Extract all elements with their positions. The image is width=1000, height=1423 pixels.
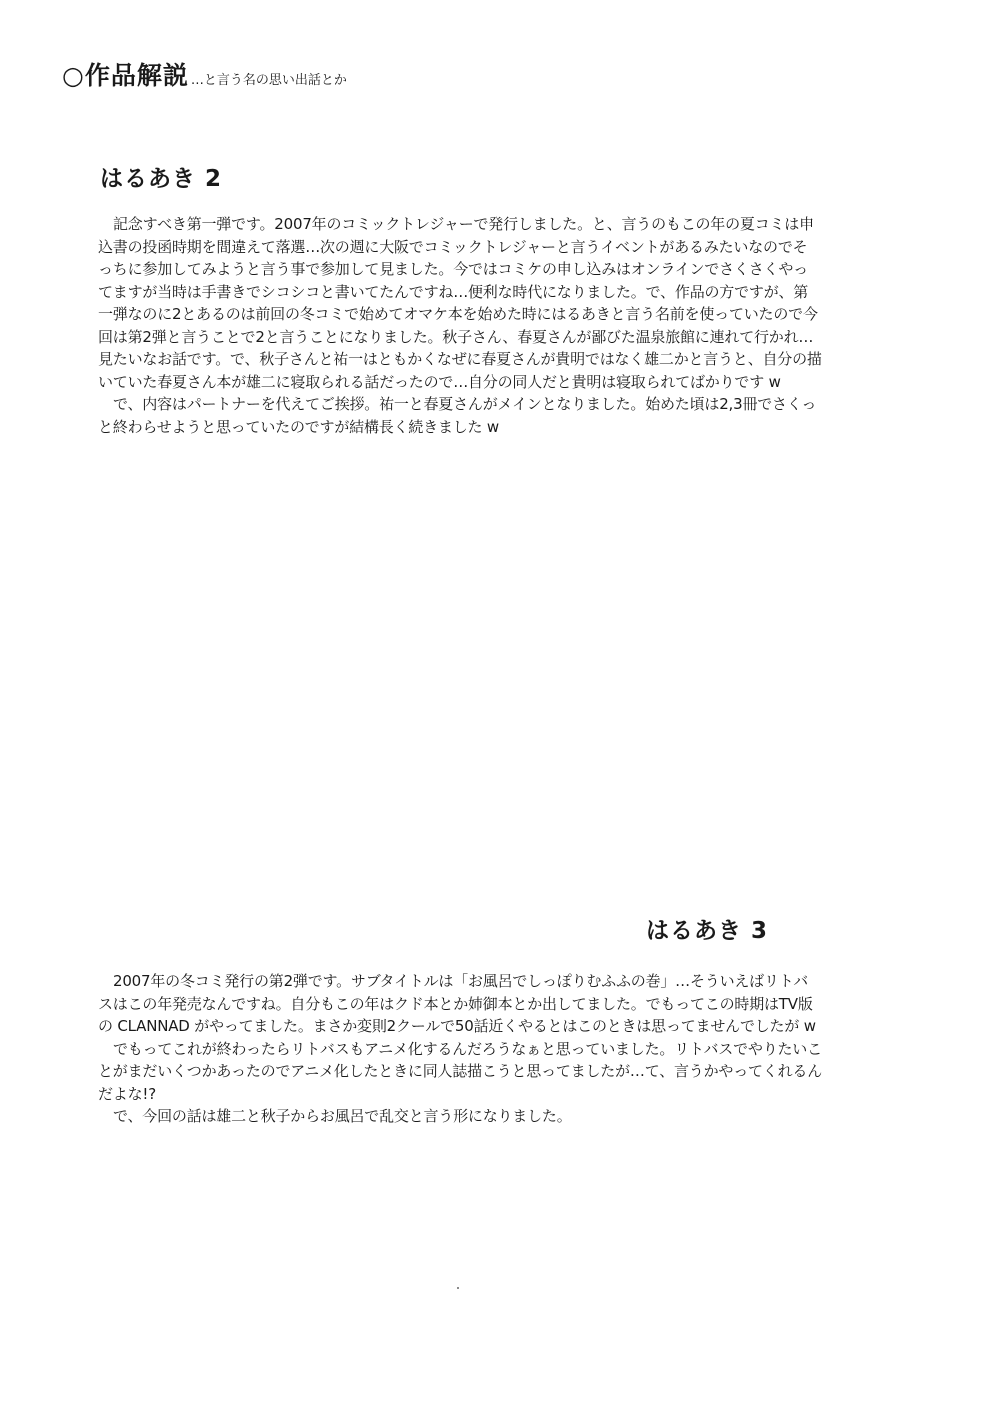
heading-subtitle: …と言う名の思い出話とか <box>190 73 347 88</box>
paragraph: 2007年の冬コミ発行の第2弾です。サブタイトルは「お風呂でしっぽりむふふの巻」…そういえばリトバスはこの年発売なんですね。自分もこの年はクド本とか姉御本とか出してました。でもってこの時期はTV版の CLANNAD がやってました。まさか変則2クールで50話近くやるとはこのときは思ってませんでしたが w <box>98 972 816 1035</box>
page-heading <box>62 56 347 92</box>
section-title-haruaki-3: はるあき 3 <box>646 918 769 944</box>
section-title-haruaki-2: はるあき 2 <box>100 166 223 192</box>
paragraph: 記念すべき第一弾です。2007年のコミックトレジャーで発行しました。と、言うのもこの年の夏コミは申込書の投函時期を間違えて落選…次の週に大阪でコミックトレジャーと言うイベントがあるみたいなのでそっちに参加してみようと言う事で参加して見ました。今ではコミケの申し込みはオンラインでさくさくやってますが当時は手書きでシコシコと書いてたんですね…便利な時代になりました。で、作品の方ですが、第一弾なのに2とあるのは前回の冬コミで始めてオマケ本を始めた時にはるあきと言う名前を使っていたので今回は第2弾と言うことで2と言うことになりました。秋子さん、春夏さんが鄙びた温泉旅館に連れて行かれ…見たいなお話です。で、秋子さんと祐一はともかくなぜに春夏さんが貴明ではなく雄二かと言うと、自分の描いていた春夏さん本が雄二に寝取られる話だったので…自分の同人だと貴明は寝取られてばかりです w <box>98 215 822 391</box>
paragraph: でもってこれが終わったらリトバスもアニメ化するんだろうなぁと思っていました。リトバスでやりたいことがまだいくつかあったのでアニメ化したときに同人誌描こうと思ってましたが…て、言うかやってくれるんだよな!? <box>98 1039 823 1103</box>
paragraph: で、内容はパートナーを代えてご挨拶。祐一と春夏さんがメインとなりました。始めた頃は2,3冊でさくっと終わらせようと思っていたのですが結構長く続きました w <box>98 395 817 436</box>
heading-main: ○作品解説 <box>62 61 189 90</box>
scan-speck <box>457 1287 459 1289</box>
section-body-haruaki-3 <box>98 970 822 1128</box>
paragraph: で、今回の話は雄二と秋子からお風呂で乱交と言う形になりました。 <box>113 1107 572 1125</box>
section-body-haruaki-2 <box>98 213 822 438</box>
